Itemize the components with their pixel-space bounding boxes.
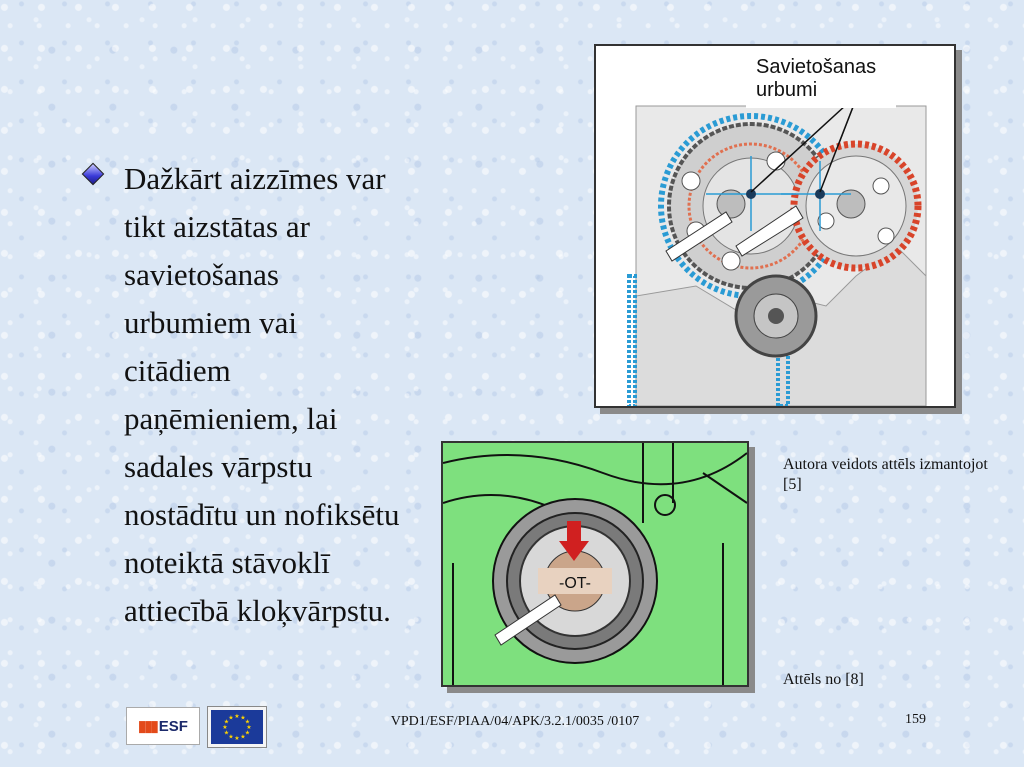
figure-caption-1: Autora veidots attēls izmantojot [5] [783,456,988,493]
figure-label-line2: urbumi [756,79,818,101]
svg-text:★: ★ [223,718,230,726]
diamond-bullet-icon [83,164,103,184]
alignment-hole-left [746,189,756,199]
svg-text:★: ★ [240,714,246,722]
svg-text:★: ★ [244,729,251,737]
ot-marker-figure [441,441,749,687]
figure-caption-2: Attēls no [8] [783,671,864,688]
esf-mark-icon: ▮▮▮ [138,718,157,735]
footer-project-code: VPD1/ESF/PIAA/04/APK/3.2.1/0035 /0107 [390,714,640,729]
timing-gears-figure [594,44,956,408]
svg-text:★: ★ [246,724,252,731]
eu-flag-logo [207,706,267,748]
svg-text:★: ★ [223,729,230,737]
esf-logo-text: ESF [158,717,188,735]
svg-text:★: ★ [228,733,234,741]
svg-text:★: ★ [222,724,228,731]
page-number: 159 [905,712,926,727]
figure-label-line1: Savietošanas [756,56,877,78]
svg-text:★: ★ [244,718,251,726]
svg-text:★: ★ [234,735,240,742]
esf-logo [126,707,200,745]
bullet-text: Dažkārt aizzīmes var tikt aizstātas ar savietošanas urbumiem vai citādiem paņēmieniem, lai sadales vārpstu nostādītu un nofiksētu noteiktā stāvoklī attiecībā kloķvārpstu. [124,161,400,628]
svg-text:★: ★ [234,713,240,720]
bullet-list [86,155,406,635]
ot-marker-label: -OT- [559,575,591,592]
svg-text:★: ★ [240,733,246,741]
svg-text:★: ★ [228,714,234,722]
